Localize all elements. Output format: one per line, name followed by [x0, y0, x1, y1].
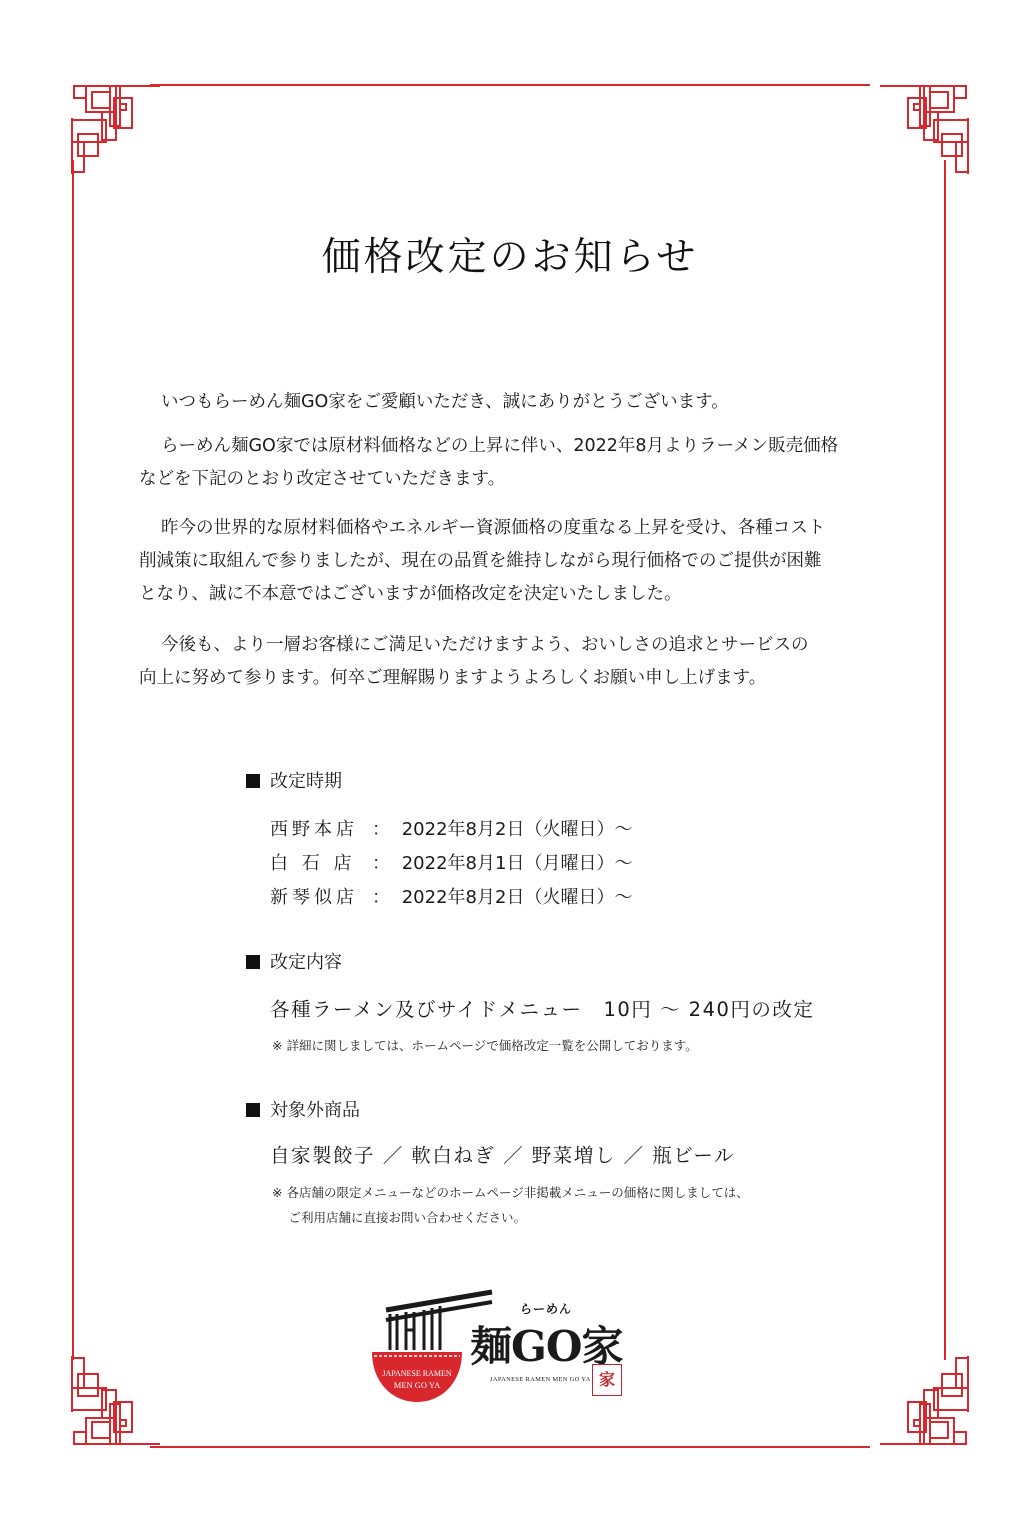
square-bullet-icon — [246, 955, 260, 969]
background-line-2: 削減策に取組んで参りましたが、現在の品質を維持しながら現行価格でのご提供が困難 — [139, 551, 822, 571]
frame-bottom-border — [150, 1446, 870, 1448]
logo-wordmark: 麺GO家 — [470, 1322, 623, 1371]
logo-ruby: らーめん — [520, 1302, 573, 1316]
svg-text:JAPANESE RAMEN: JAPANESE RAMEN — [382, 1369, 452, 1378]
svg-text:MEN GO YA: MEN GO YA — [393, 1380, 441, 1390]
separator: ： — [372, 819, 390, 840]
excluded-note-line-2: ご利用店舗に直接お問い合わせください。 — [272, 1210, 526, 1225]
page-title: 価格改定のお知らせ — [321, 235, 699, 280]
intro-line-1: いつもらーめん麺GO家をご愛顧いただき、誠にありがとうございます。 — [161, 392, 729, 412]
store-date: 2022年8月1日（月曜日）～ — [401, 853, 633, 874]
frame-left-border — [72, 160, 74, 1360]
corner-ornament-bottom-right — [874, 1356, 970, 1452]
background-paragraph — [139, 512, 899, 611]
revision-detail: 各種ラーメン及びサイドメニュー 10円 ～ 240円の改定 — [270, 998, 815, 1021]
closing-line-2: 向上に努めて参ります。何卒ご理解賜りますようよろしくお願い申し上げます。 — [139, 668, 767, 688]
excluded-note-line-1: ※ 各店舗の限定メニューなどのホームページ非掲載メニューの価格に関しましては、 — [272, 1185, 749, 1200]
reason-line-2: などを下記のとおり改定させていただきます。 — [139, 469, 506, 489]
closing-paragraph — [139, 629, 899, 695]
store-date: 2022年8月2日（火曜日）～ — [401, 819, 633, 840]
section-heading-content: 改定内容 — [246, 948, 342, 974]
separator: ： — [372, 887, 390, 908]
square-bullet-icon — [246, 1103, 260, 1117]
store-row-shiroishi — [270, 849, 632, 875]
corner-ornament-bottom-left — [70, 1356, 166, 1452]
background-line-3: となり、誠に不本意ではございますが価格改定を決定いたしました。 — [139, 584, 682, 604]
store-name: 新琴似店 — [270, 887, 358, 908]
frame-right-border — [944, 160, 946, 1360]
store-date: 2022年8月2日（火曜日）～ — [401, 887, 633, 908]
logo-stamp: 家 — [592, 1364, 622, 1396]
intro-paragraph — [139, 386, 899, 419]
background-line-1: 昨今の世界的な原材料価格やエネルギー資源価格の度重なる上昇を受け、各種コスト — [161, 518, 826, 538]
excluded-items: 自家製餃子 ／ 軟白ねぎ ／ 野菜増し ／ 瓶ビール — [270, 1144, 736, 1167]
reason-line-1: らーめん麺GO家では原材料価格などの上昇に伴い、2022年8月よりラーメン販売価格 — [161, 436, 839, 456]
store-row-shinkotoni — [270, 883, 632, 909]
brand-logo — [364, 1284, 634, 1414]
frame-top-border — [150, 84, 870, 86]
corner-ornament-top-right — [874, 78, 970, 174]
store-name: 白 石 店 — [270, 853, 356, 874]
reason-paragraph — [139, 430, 899, 496]
store-row-nishino — [270, 815, 632, 841]
closing-line-1: 今後も、より一層お客様にご満足いただけますよう、おいしさの追求とサービスの — [161, 635, 809, 655]
store-name: 西野本店 — [270, 819, 358, 840]
section-heading-period: 改定時期 — [246, 767, 342, 793]
revision-note: ※ 詳細に関しましては、ホームページで価格改定一覧を公開しております。 — [272, 1038, 698, 1053]
excluded-note — [272, 1180, 749, 1230]
logo-tagline: JAPANESE RAMEN MEN GO YA — [490, 1376, 591, 1383]
square-bullet-icon — [246, 774, 260, 788]
section-heading-excluded: 対象外商品 — [246, 1096, 360, 1122]
separator: ： — [372, 853, 390, 874]
corner-ornament-top-left — [70, 78, 166, 174]
